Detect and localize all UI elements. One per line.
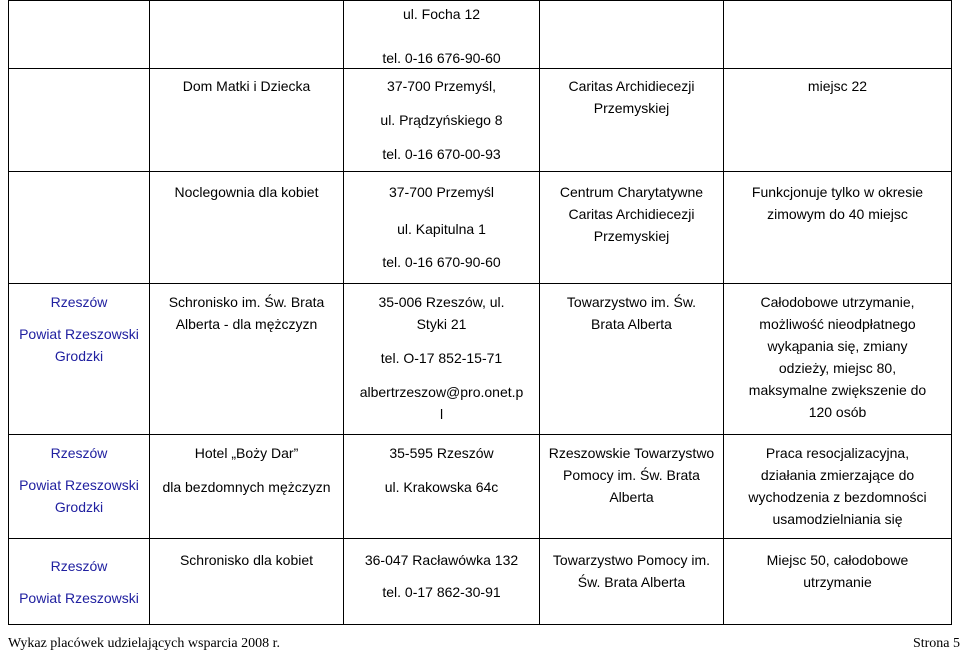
cell-line: tel. O-17 852-15-71 xyxy=(380,350,503,366)
address-cell xyxy=(344,181,539,273)
cell-line xyxy=(344,131,539,143)
cell-line: Alberta xyxy=(609,489,654,505)
table-rule xyxy=(951,0,952,625)
cell-line: Powiat Rzeszowski xyxy=(19,477,139,493)
cell-line: ul. Krakowska 64c xyxy=(384,479,499,495)
cell-line: odzieży, miejsc 80, xyxy=(778,360,897,376)
cell-line: ul. Kapitulna 1 xyxy=(397,221,486,237)
cell-line: dla bezdomnych mężczyzn xyxy=(162,479,331,495)
organizer-cell xyxy=(540,181,723,247)
cell-line xyxy=(150,464,343,476)
organizer-cell xyxy=(540,442,723,508)
facility-name-cell xyxy=(150,291,343,335)
notes-cell xyxy=(724,181,951,225)
cell-line: Rzeszów xyxy=(50,445,108,461)
cell-line: Alberta - dla mężczyzn xyxy=(175,316,318,332)
cell-line: Noclegownia dla kobiet xyxy=(174,184,319,200)
cell-line xyxy=(344,335,539,347)
cell-line xyxy=(344,203,539,218)
notes-cell xyxy=(724,442,951,530)
cell-line: Centrum Charytatywne xyxy=(559,184,704,200)
organizer-cell xyxy=(540,291,723,335)
cell-line: Towarzystwo im. Św. xyxy=(566,294,697,310)
cell-line: Hotel „Boży Dar” xyxy=(194,445,299,461)
cell-line: 120 osób xyxy=(808,404,867,420)
address-cell xyxy=(344,291,539,425)
cell-line: Towarzystwo Pomocy im. xyxy=(552,552,711,568)
cell-line: l xyxy=(439,406,444,422)
address-cell xyxy=(344,442,539,498)
cell-line: tel. 0-16 670-00-93 xyxy=(382,146,501,162)
cell-line: 35-595 Rzeszów xyxy=(389,445,494,461)
cell-line: Dom Matki i Dziecka xyxy=(182,78,311,94)
cell-line: Praca resocjalizacyjna, xyxy=(765,445,910,461)
cell-line: Caritas Archidiecezji xyxy=(568,78,695,94)
cell-line: Przemyskiej xyxy=(593,100,670,116)
cell-line: 36-047 Racławówka 132 xyxy=(364,552,519,568)
cell-line: usamodzielniania się xyxy=(772,511,903,527)
cell-line: Powiat Rzeszowski xyxy=(19,590,139,606)
location-cell xyxy=(9,291,149,367)
location-cell xyxy=(9,442,149,518)
cell-line: 37-700 Przemyśl xyxy=(388,184,495,200)
facility-name-cell xyxy=(150,181,343,203)
cell-line: Rzeszów xyxy=(50,294,108,310)
address-cell xyxy=(344,3,539,69)
facility-name-cell xyxy=(150,75,343,97)
cell-line: działania zmierzające do xyxy=(760,467,915,483)
cell-line: Brata Alberta xyxy=(591,316,672,332)
cell-line: możliwość nieodpłatnego xyxy=(759,316,916,332)
notes-cell xyxy=(724,291,951,423)
cell-line xyxy=(344,97,539,109)
facility-name-cell xyxy=(150,442,343,498)
cell-line: Funkcjonuje tylko w okresie xyxy=(751,184,924,200)
cell-line: 37-700 Przemyśl, xyxy=(387,78,496,94)
cell-line: Schronisko im. Św. Brata xyxy=(168,294,325,310)
cell-line: Przemyskiej xyxy=(593,228,670,244)
footer-document-title: Wykaz placówek udzielających wsparcia 2008 r. xyxy=(8,636,281,651)
cell-line: Całodobowe utrzymanie, xyxy=(760,294,915,310)
cell-line: wykąpania się, zmiany xyxy=(767,338,908,354)
address-cell xyxy=(344,75,539,165)
cell-line: wychodzenia z bezdomności xyxy=(748,489,927,505)
cell-line xyxy=(344,369,539,381)
cell-line: utrzymanie xyxy=(803,574,872,590)
cell-line xyxy=(344,240,539,251)
cell-line: tel. 0-16 670-90-60 xyxy=(382,254,501,270)
page-number: Strona 5 xyxy=(912,636,960,651)
cell-line: Styki 21 xyxy=(416,316,467,332)
location-cell xyxy=(9,555,149,609)
cell-line: 35-006 Rzeszów, ul. xyxy=(378,294,505,310)
cell-line xyxy=(344,25,539,47)
facility-name-cell xyxy=(150,549,343,571)
cell-line xyxy=(9,577,149,587)
cell-line xyxy=(344,571,539,581)
cell-line: Pomocy im. Św. Brata xyxy=(563,467,700,483)
cell-line xyxy=(344,464,539,476)
cell-line: tel. 0-16 676-90-60 xyxy=(382,50,501,66)
cell-line: Grodzki xyxy=(54,499,104,515)
cell-line: zimowym do 40 miejsc xyxy=(767,206,908,222)
address-cell xyxy=(344,549,539,603)
cell-line xyxy=(9,464,149,474)
cell-line: maksymalne zwiększenie do xyxy=(748,382,927,398)
cell-line: Caritas Archidiecezji xyxy=(568,206,695,222)
notes-cell xyxy=(724,549,951,593)
notes-cell xyxy=(724,75,951,97)
cell-line: Grodzki xyxy=(54,348,104,364)
cell-line: ul. Focha 12 xyxy=(402,6,481,22)
cell-line xyxy=(9,313,149,323)
cell-line: Miejsc 50, całodobowe xyxy=(766,552,909,568)
cell-line: miejsc 22 xyxy=(807,78,868,94)
cell-line: ul. Prądzyńskiego 8 xyxy=(380,112,503,128)
cell-line: Rzeszowskie Towarzystwo xyxy=(548,445,715,461)
cell-line: Powiat Rzeszowski xyxy=(19,326,139,342)
organizer-cell xyxy=(540,549,723,593)
organizer-cell xyxy=(540,75,723,119)
cell-line: Św. Brata Alberta xyxy=(577,574,686,590)
cell-line: albertrzeszow@pro.onet.p xyxy=(359,384,524,400)
cell-line: Rzeszów xyxy=(50,558,108,574)
cell-line: tel. 0-17 862-30-91 xyxy=(382,584,501,600)
cell-line: Schronisko dla kobiet xyxy=(179,552,314,568)
